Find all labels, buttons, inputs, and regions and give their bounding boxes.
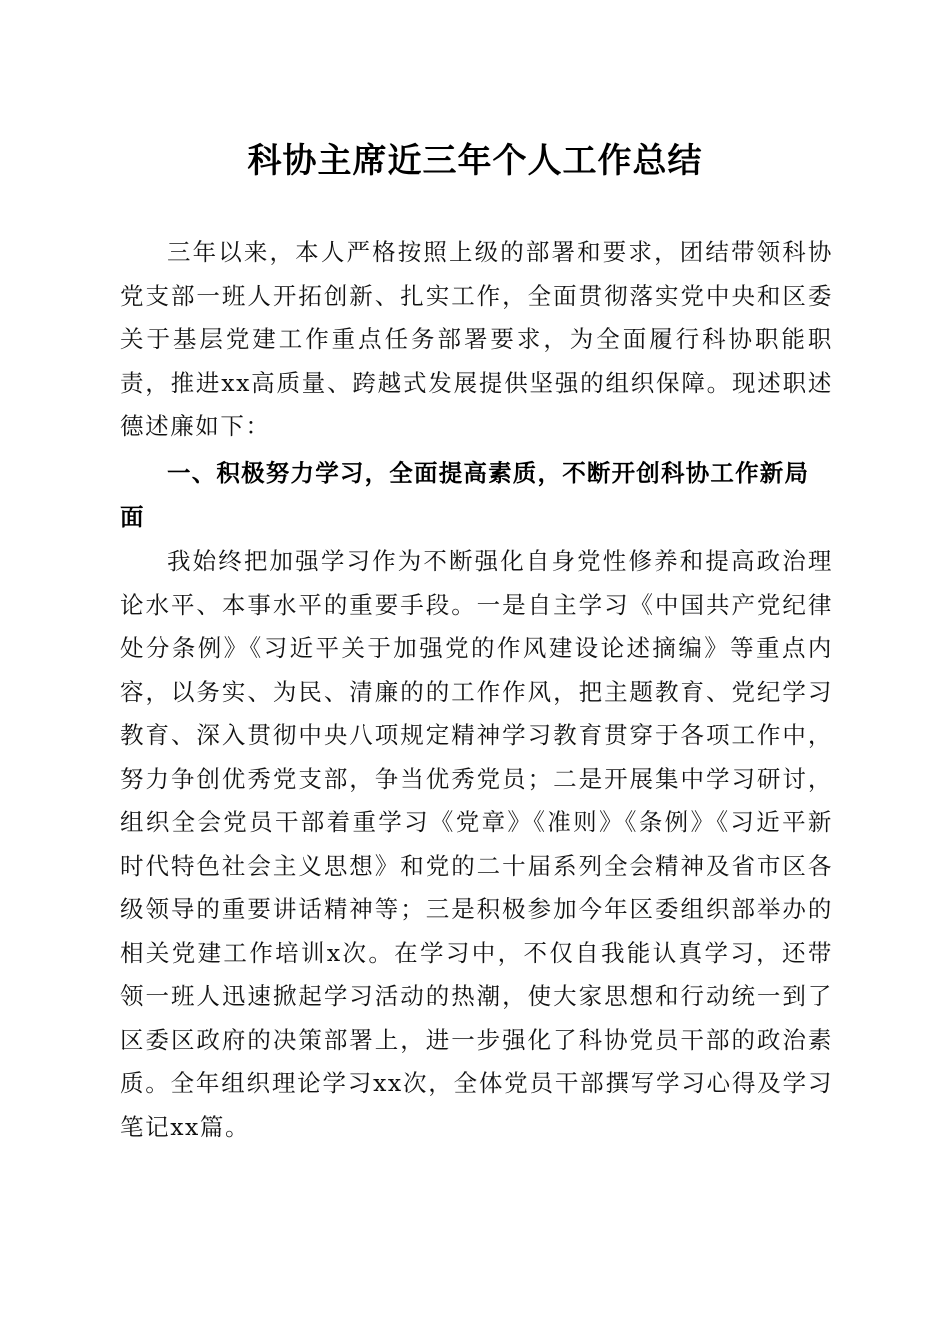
intro-paragraph: 三年以来，本人严格按照上级的部署和要求，团结带领科协党支部一班人开拓创新、扎实工作，全面贯彻落实党中央和区委关于基层党建工作重点任务部署要求，为全面履行科协职能职责，推进xx高质量、跨越式发展提供坚强的组织保障。现述职述德述廉如下：: [120, 238, 833, 440]
section-1-heading: 一、积极努力学习，全面提高素质，不断开创科协工作新局面: [120, 459, 810, 531]
section-1-paragraph: 我始终把加强学习作为不断强化自身党性修养和提高政治理论水平、本事水平的重要手段。一是自主学习《中国共产党纪律处分条例》《习近平关于加强党的作风建设论述摘编》等重点内容，以务实、为民、清廉的的工作作风，把主题教育、党纪学习教育、深入贯彻中央八项规定精神学习教育贯穿于各项工作中，努力争创优秀党支部，争当优秀党员；二是开展集中学习研讨，组织全会党员干部着重学习《党章》《准则》《条例》《习近平新时代特色社会主义思想》和党的二十届系列全会精神及省市区各级领导的重要讲话精神等；三是积极参加今年区委组织部举办的相关党建工作培训x次。在学习中，不仅自我能认真学习，还带领一班人迅速掀起学习活动的热潮，使大家思想和行动统一到了区委区政府的决策部署上，进一步强化了科协党员干部的政治素质。全年组织理论学习xx次，全体党员干部撰写学习心得及学习笔记xx篇。: [120, 547, 833, 1141]
document-title: 科协主席近三年个人工作总结: [247, 141, 703, 181]
